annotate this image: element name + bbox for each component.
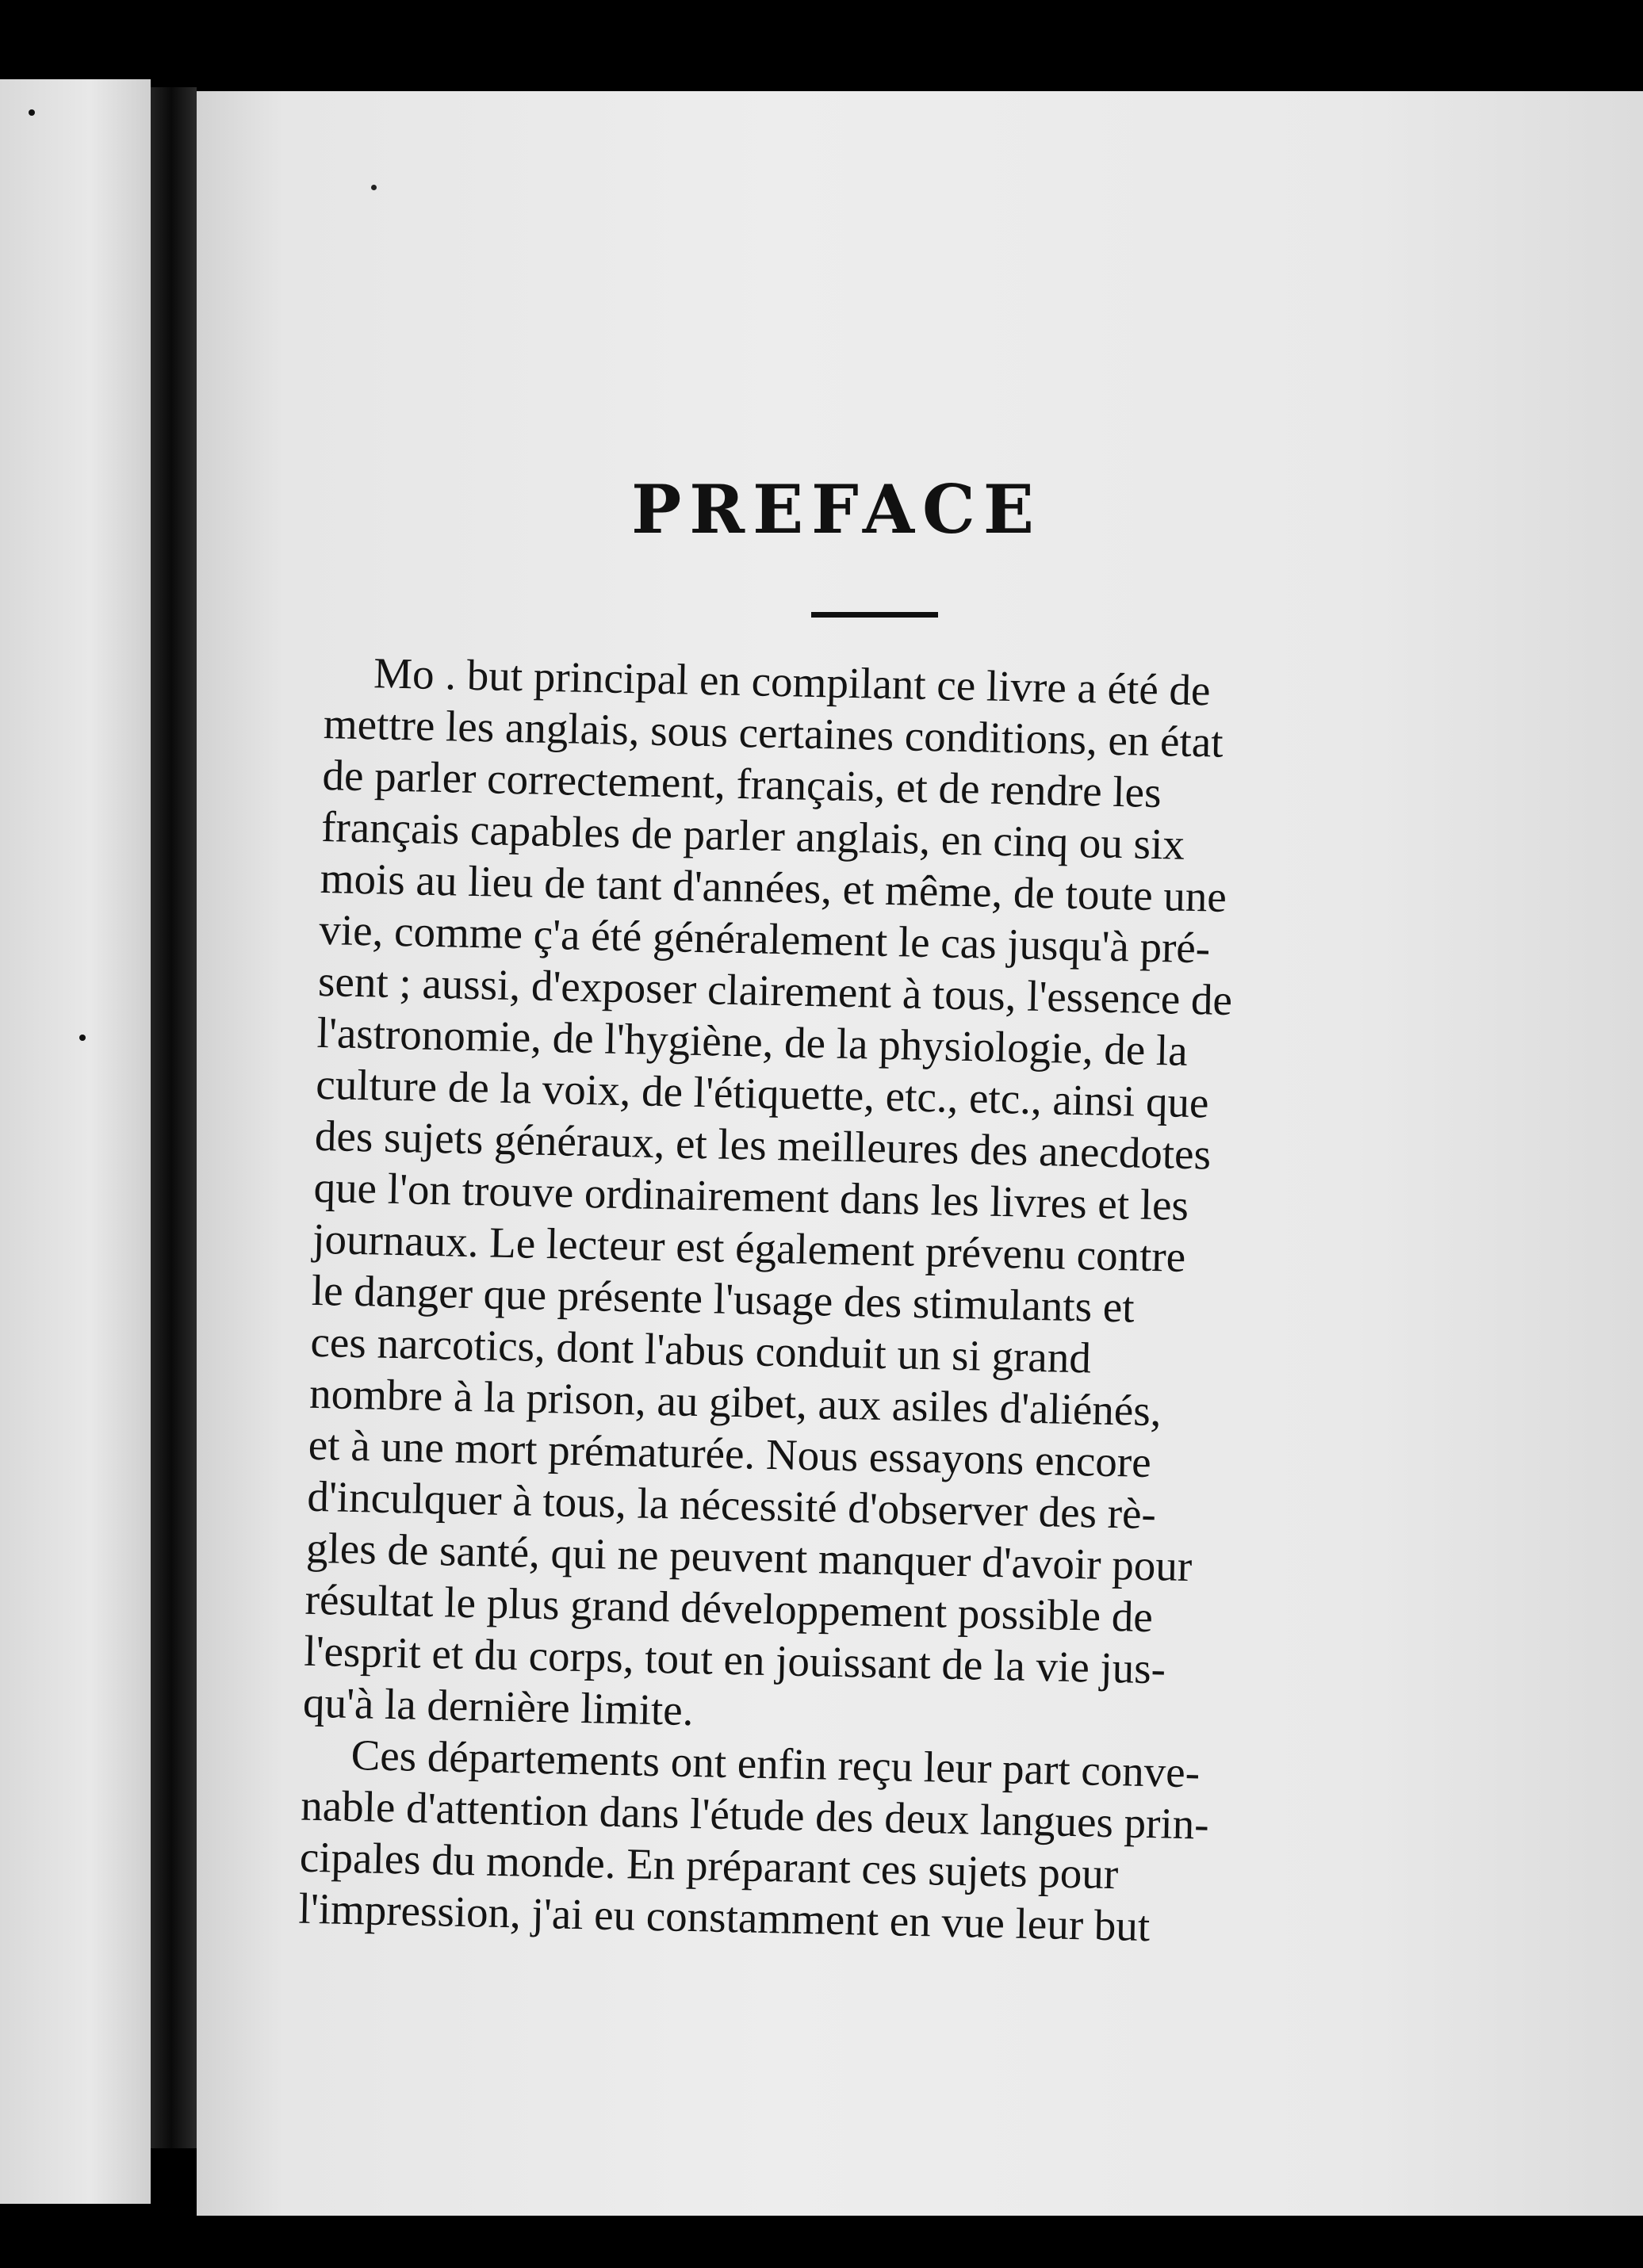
page	[197, 91, 1643, 2216]
ink-speck	[79, 1035, 86, 1041]
page-title: PREFACE	[631, 470, 1042, 549]
paragraph-1: Mo . but principal en compilant ce livre a été de mettre les anglais, sous certaines conditions, en état de parler correctement, français, et de rendre les français capables de parler anglais, en cinq ou six mois au lieu de tant d'années, et même, de toute une vie, comme ç'a été généralement le cas jusqu'à pré- sent ; aussi, d'exposer clairement à tous, l'essence de l'astronomie, de l'hygiène, de la physiologie, de la culture de la voix, de l'étiquette, etc., etc., ainsi que des sujets généraux, et les meilleures des anecdotes que l'on trouve ordinairement dans les livres et les journaux. Le lecteur est également prévenu contre le danger que présente l'usage des stimulants et ces narcotics, dont l'abus conduit un si grand nombre à la prison, au gibet, aux asiles d'aliénés, et à une mort prématurée. Nous essayons encore d'inculquer à tous, la nécessité d'observer des rè- gles de santé, qui ne peuvent manquer d'avoir pour résultat le plus grand développement possible de l'esprit et du corps, tout en jouissant de la vie jus- qu'à la dernière limite.	[302, 648, 1233, 1735]
title-rule	[811, 612, 938, 618]
ink-speck	[29, 109, 35, 116]
body-text	[298, 646, 1364, 1956]
left-page-edge	[0, 79, 151, 2204]
paragraph-2: Ces départements ont enfin reçu leur part conve- nable d'attention dans l'étude des deux langues prin- cipales du monde. En préparant ces sujets pour l'impression, j'ai eu constamment en vue leur but	[298, 1730, 1210, 1951]
ink-speck	[371, 185, 377, 190]
book-spine-shadow	[151, 87, 197, 2148]
